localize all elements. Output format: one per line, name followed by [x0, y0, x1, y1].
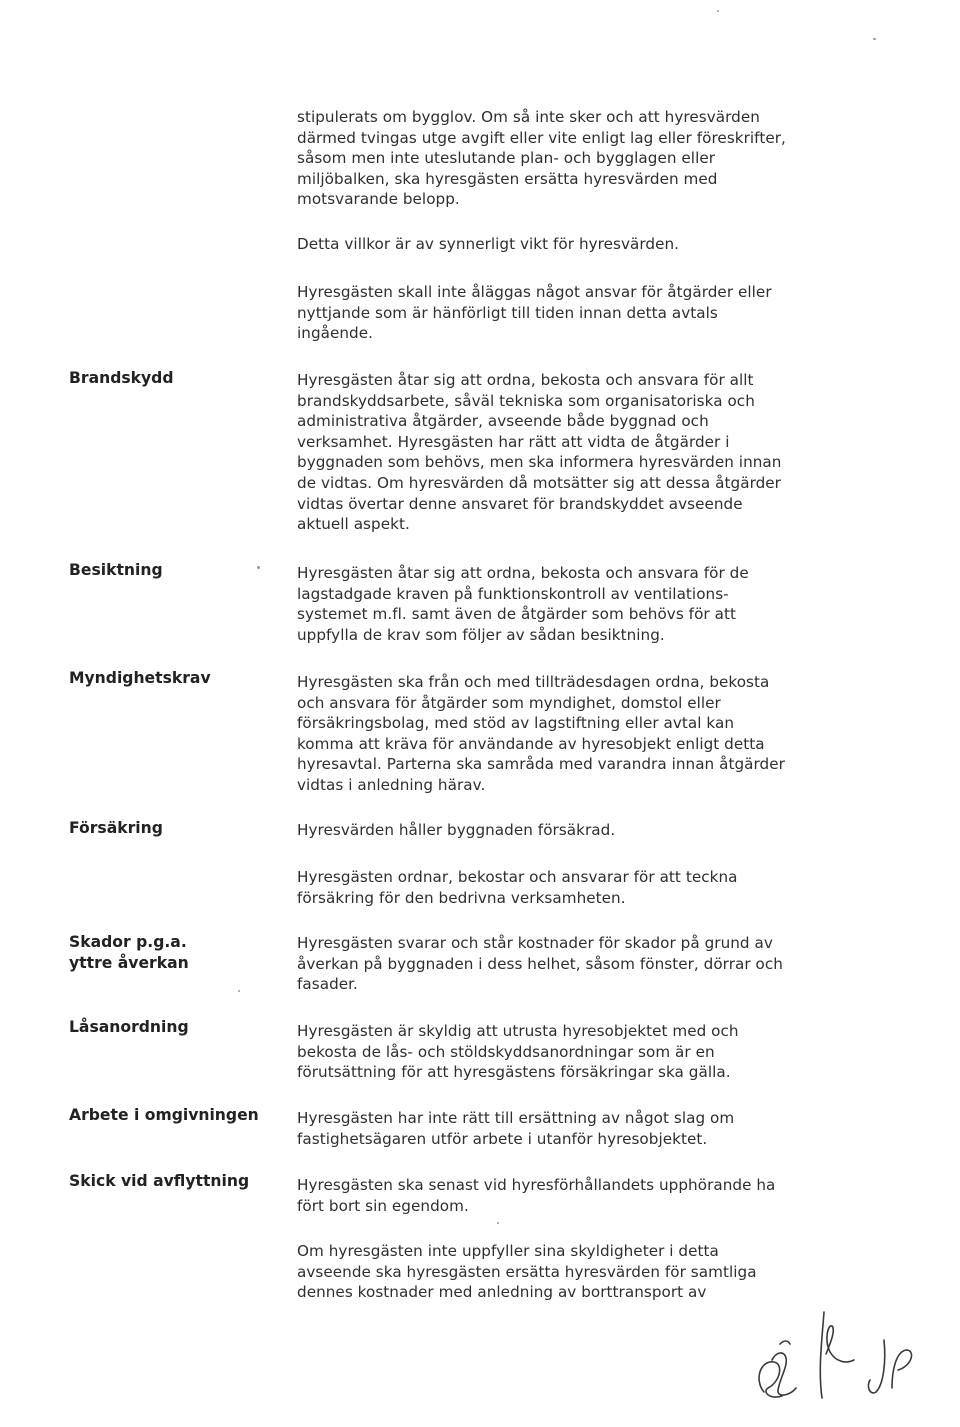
section-label-lasanordning: Låsanordning	[69, 1018, 189, 1036]
initials-stroke-3	[820, 1312, 824, 1398]
section-text-forsakring-verksamhet: Hyresgästen ordnar, bekostar och ansvarar för att teckna försäkring för den bedrivna verksamheten.	[297, 868, 738, 907]
initials-ring-stroke	[780, 1341, 790, 1344]
section-text-lasanordning: Hyresgästen är skyldig att utrusta hyresobjektet med och bekosta de lås- och stöldskyddsanordningar som är en förutsättning för att hyresgästens försäkringar ska gälla.	[297, 1022, 739, 1082]
section-text-skick: Hyresgästen ska senast vid hyresförhållandets upphörande ha fört bort sin egendom.	[297, 1176, 776, 1215]
intro-paragraph-ansvar: Hyresgästen skall inte åläggas något ansvar för åtgärder eller nyttjande som är hänförligt till tiden innan detta avtals ingående.	[297, 283, 772, 343]
section-text-skador: Hyresgästen svarar och står kostnader för skador på grund av åverkan på byggnaden i dess helhet, såsom fönster, dörrar och fasader.	[297, 934, 783, 994]
scan-speck	[497, 1222, 499, 1224]
section-text-myndighetskrav: Hyresgästen ska från och med tillträdesdagen ordna, bekosta och ansvara för åtgärder som myndighet, domstol eller försäkringsbolag, med stöd av lagstiftning eller avtal kan komma att kräva för användande av hyresobjekt enligt detta hyresavtal. Parterna ska samråda med varandra innan åtgärder vidtas i anledning härav.	[297, 673, 785, 794]
section-label-skador: Skador p.g.a. yttre åverkan	[69, 933, 189, 972]
initials-stroke-5	[868, 1340, 884, 1393]
initials-stroke-4	[826, 1326, 854, 1362]
initials-stroke-2	[772, 1353, 796, 1395]
handwritten-initials	[750, 1300, 930, 1420]
section-label-skick: Skick vid avflyttning	[69, 1172, 250, 1190]
section-label-forsakring: Försäkring	[69, 819, 163, 837]
section-label-besiktning: Besiktning	[69, 561, 163, 579]
section-text-besiktning: Hyresgästen åtar sig att ordna, bekosta och ansvara för de lagstadgade kraven på funktionskontroll av ventilations- systemet m.fl. samt även de åtgärder som behövs för att uppfylla de krav som följer av sådan besiktning.	[297, 564, 749, 644]
section-label-arbete: Arbete i omgivningen	[69, 1106, 259, 1124]
scan-speck	[238, 990, 240, 992]
section-label-myndighetskrav: Myndighetskrav	[69, 669, 211, 687]
scan-speck	[717, 10, 719, 12]
intro-paragraph-villkor: Detta villkor är av synnerligt vikt för hyresvärden.	[297, 235, 680, 253]
intro-paragraph-bygglov: stipulerats om bygglov. Om så inte sker och att hyresvärden därmed tvingas utge avgift eller vite enligt lag eller föreskrifter, såsom men inte uteslutande plan- och bygglagen eller miljöbalken, ska hyresgästen ersätta hyresvärden med motsvarande belopp.	[297, 108, 786, 209]
initials-stroke-6	[892, 1350, 912, 1388]
section-text-forsakring: Hyresvärden håller byggnaden försäkrad.	[297, 821, 616, 839]
scan-speck	[873, 38, 876, 40]
section-text-brandskydd: Hyresgästen åtar sig att ordna, bekosta och ansvara för allt brandskyddsarbete, såväl tekniska som organisatoriska och administrativa åtgärder, avseende både byggnad och verksamhet. Hyresgästen har rätt att vidta de åtgärder i byggnaden som behövs, men ska informera hyresvärden innan de vidtas. Om hyresvärden då motsätter sig att dessa åtgärder vidtas övertar denne ansvaret för brandskyddet avseende aktuell aspekt.	[297, 371, 782, 534]
scan-speck	[257, 566, 260, 569]
section-text-arbete: Hyresgästen har inte rätt till ersättning av något slag om fastighetsägaren utför arbete i utanför hyresobjektet.	[297, 1109, 735, 1148]
section-text-skick-ersattning: Om hyresgästen inte uppfyller sina skyldigheter i detta avseende ska hyresgästen ersätta hyresvärden för samtliga dennes kostnader med anledning av borttransport av	[297, 1242, 757, 1302]
section-label-brandskydd: Brandskydd	[69, 369, 174, 387]
